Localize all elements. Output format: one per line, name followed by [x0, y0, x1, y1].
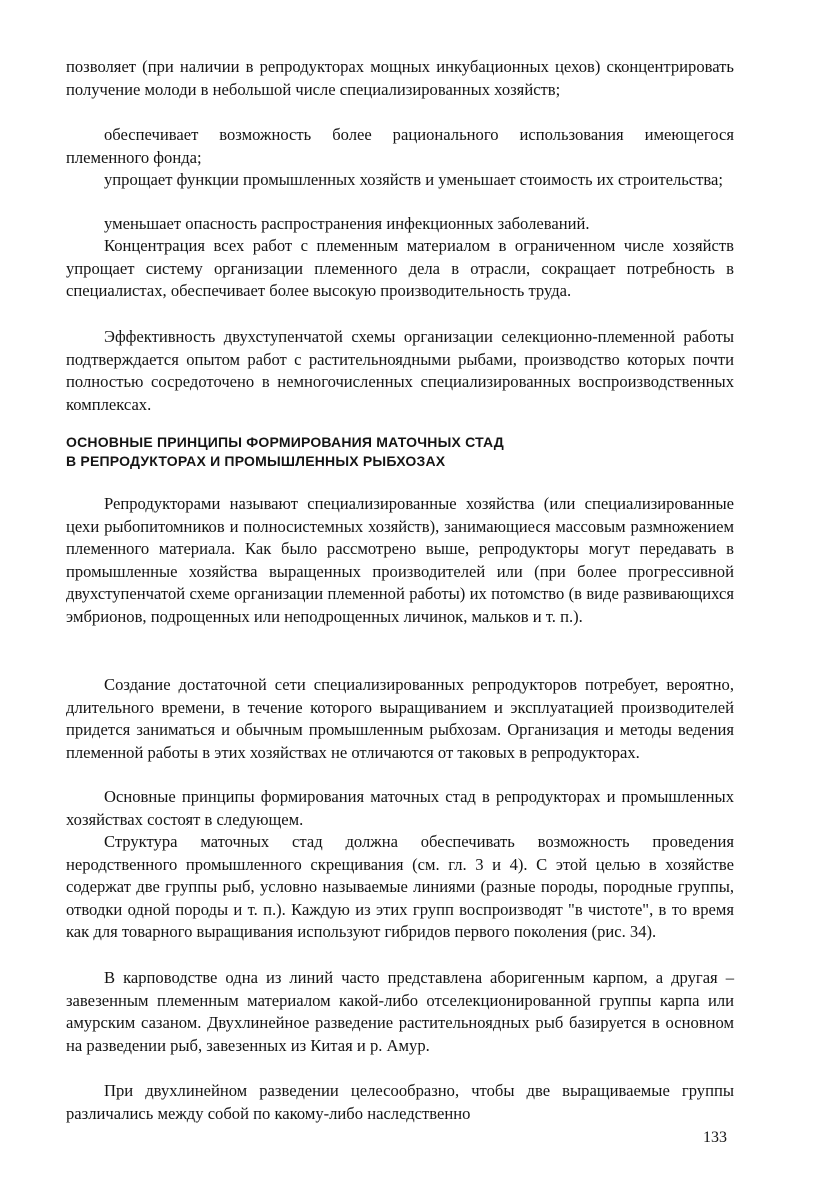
- section-heading: [66, 433, 686, 471]
- paragraph-two-line: При двухлинейном разведении целесообразно, чтобы две выращиваемые группы различались между собой по какому-либо наследственно: [66, 1081, 734, 1123]
- paragraph-list-item-3: упрощает функции промышленных хозяйств и уменьшает стоимость их строительства;: [104, 170, 723, 189]
- section-heading-line-1: ОСНОВНЫЕ ПРИНЦИПЫ ФОРМИРОВАНИЯ МАТОЧНЫХ СТАД: [66, 434, 504, 450]
- paragraph-list-item-2: обеспечивает возможность более рационального использования имеющегося племенного фонда;: [66, 125, 734, 167]
- paragraph-concentration: Концентрация всех работ с племенным материалом в ограниченном числе хозяйств упрощает систему организации племенного дела в отрасли, сокращает потребность в специалистах, обеспечивает более высокую производительность труда.: [66, 236, 734, 301]
- paragraph-list-item-1: позволяет (при наличии в репродукторах мощных инкубационных цехов) сконцентрировать получение молоди в небольшой числе специализированных хозяйств;: [66, 57, 734, 99]
- paragraph-structure: Структура маточных стад должна обеспечивать возможность проведения неродственного промышленного скрещивания (см. гл. 3 и 4). С этой целью в хозяйстве содержат две группы рыб, условно называемые линиями (разные породы, породные группы, отводки одной породы и т. п.). Каждую из этих групп воспроизводят "в чистоте", в то время как для товарного выращивания используют гибридов первого поколения (рис. 34).: [66, 832, 734, 942]
- paragraph-list-item-4: уменьшает опасность распространения инфекционных заболеваний.: [104, 214, 590, 233]
- paragraph-carp-breeding: В карповодстве одна из линий часто представлена аборигенным карпом, а другая – завезенным племенным материалом какой-либо отселекционированной группы карпа или амурским сазаном. Двухлинейное разведение растительноядных рыб базируется в основном на разведении рыб, завезенных из Китая и р. Амур.: [66, 968, 734, 1055]
- section-heading-line-2: В РЕПРОДУКТОРАХ И ПРОМЫШЛЕННЫХ РЫБХОЗАХ: [66, 453, 446, 469]
- page-number: 133: [703, 1129, 727, 1146]
- paragraph-reproductors: Репродукторами называют специализированные хозяйства (или специализированные цехи рыбопитомников и полносистемных хозяйств), занимающиеся массовым размножением племенного материала. Как было рассмотрено выше, репродукторы могут передавать в промышленные хозяйства выращенных производителей или (при более прогрессивной двухступенчатой схеме организации племенной работы) их потомство (в виде развивающихся эмбрионов, подрощенных или неподрощенных личинок, мальков и т. п.).: [66, 494, 734, 626]
- paragraph-principles: Основные принципы формирования маточных стад в репродукторах и промышленных хозяйствах состоят в следующем.: [66, 787, 734, 829]
- paragraph-efficiency: Эффективность двухступенчатой схемы организации селекционно-племенной работы подтверждается опытом работ с растительноядными рыбами, производство которых почти полностью сосредоточено в немногочисленных специализированных воспроизводственных комплексах.: [66, 327, 734, 414]
- paragraph-network: Создание достаточной сети специализированных репродукторов потребует, вероятно, длительного времени, в течение которого выращиванием и эксплуатацией производителей придется заниматься и обычным промышленным рыбхозам. Организация и методы ведения племенной работы в этих хозяйствах не отличаются от таковых в репродукторах.: [66, 675, 734, 762]
